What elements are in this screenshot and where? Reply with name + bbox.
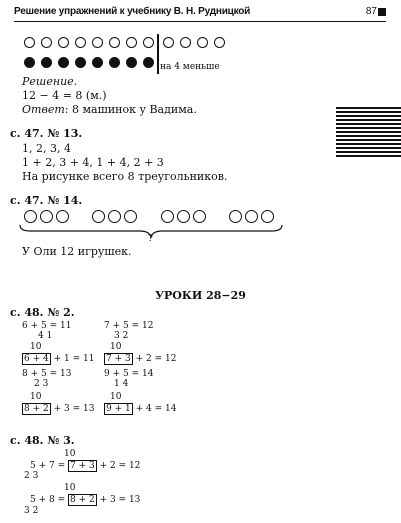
ten-label: 10 [64,483,76,493]
circle-empty [180,37,191,48]
decomposition: 2 3 [34,379,49,389]
circle-empty [214,37,225,48]
math-rest: + 4 = 14 [132,404,177,414]
boxed-sum: 7 + 3 [106,354,131,364]
circle-empty [126,37,137,48]
math-rest: + 3 = 13 [96,495,141,505]
math-line: 6 + 5 = 11 [22,321,72,331]
ten-label: 10 [110,342,122,352]
section-heading: УРОКИ 28−29 [155,289,246,302]
header-rule [14,21,386,22]
math-line: 8 + 5 = 13 [22,369,72,379]
math-line: 9 + 5 = 14 [104,369,154,379]
running-header-title: Решение упражнений к учебнику В. Н. Рудницкой [14,6,251,17]
math-rest: + 3 = 13 [50,404,95,414]
circle-empty [56,210,69,223]
exercise-title: с. 48. № 2. [10,306,75,319]
circle-empty [163,37,174,48]
boxed-sum: 9 + 1 [106,404,131,414]
answer-text: : 8 машинок у Вадима. [64,103,197,116]
header-square-mark [378,8,386,16]
circle-empty [161,210,174,223]
circle-empty [75,37,86,48]
text-line: 1, 2, 3, 4 [22,142,71,155]
solution-label: Решение. [22,75,78,88]
solution-calc: 12 − 4 = 8 (м.) [22,89,107,102]
boxed-sum: 6 + 4 [24,354,49,364]
circle-empty [245,210,258,223]
math-pre: 5 + 7 = [30,461,68,471]
text-line: У Оли 12 игрушек. [22,245,132,258]
difference-note: на 4 меньше [160,62,220,72]
answer-label: Ответ [22,103,65,116]
ten-label: 10 [30,392,42,402]
brace-question-mark: ? [148,234,153,244]
circle-empty [177,210,190,223]
math-line [22,353,94,365]
decomposition: 3 2 [24,506,39,516]
circle-empty [41,37,52,48]
ten-label: 10 [110,392,122,402]
exercise-title: с. 47. № 13. [10,127,83,140]
math-line: 7 + 5 = 12 [104,321,154,331]
decomposition: 3 2 [114,331,129,341]
circle-empty [40,210,53,223]
text-line: На рисунке всего 8 треугольников. [22,170,228,183]
circle-empty [24,210,37,223]
circle-empty [109,37,120,48]
circle-empty [92,210,105,223]
circle-empty [193,210,206,223]
circle-empty [197,37,208,48]
divider-line [157,34,159,74]
decomposition: 4 1 [38,331,53,341]
boxed-sum: 8 + 2 [24,404,49,414]
text-line: 1 + 2, 3 + 4, 1 + 4, 2 + 3 [22,156,164,169]
ten-label: 10 [30,342,42,352]
circle-filled [75,57,86,68]
circle-empty [143,37,154,48]
circle-empty [92,37,103,48]
decomposition: 2 3 [24,471,39,481]
circle-empty [124,210,137,223]
circle-filled [143,57,154,68]
exercise-title: с. 48. № 3. [10,434,75,447]
math-line [104,403,176,415]
circle-filled [126,57,137,68]
circle-filled [58,57,69,68]
boxed-sum: 7 + 3 [69,461,95,471]
math-pre: 5 + 8 = [30,495,68,505]
math-rest: + 1 = 11 [50,354,95,364]
circle-filled [41,57,52,68]
math-line [30,494,140,506]
circle-filled [92,57,103,68]
circle-empty [229,210,242,223]
decomposition: 1 4 [114,379,129,389]
page-number: 87 [365,6,377,17]
boxed-sum: 8 + 2 [69,495,95,505]
math-line [30,460,140,472]
circle-filled [109,57,120,68]
math-line [22,403,94,415]
circle-empty [108,210,121,223]
math-rest: + 2 = 12 [132,354,177,364]
edge-stripes-decoration [336,107,401,158]
answer-line [22,103,197,116]
math-line [104,353,176,365]
circle-filled [24,57,35,68]
ten-label: 10 [64,449,76,459]
circle-empty [58,37,69,48]
exercise-title: с. 47. № 14. [10,194,83,207]
math-rest: + 2 = 12 [96,461,141,471]
circle-empty [24,37,35,48]
circle-empty [261,210,274,223]
